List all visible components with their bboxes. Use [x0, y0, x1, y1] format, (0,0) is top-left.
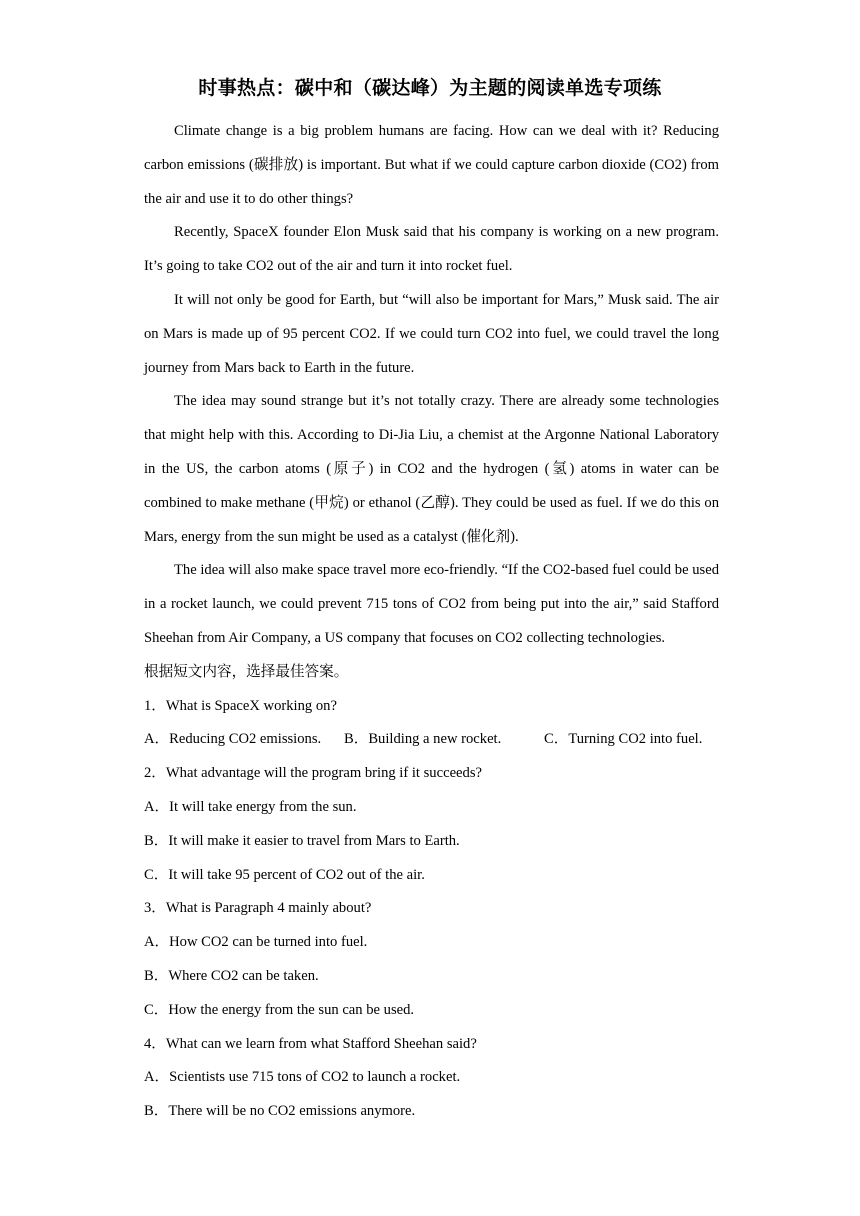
- question-4-option-b: B．There will be no CO2 emissions anymore.: [144, 1103, 416, 1120]
- question-2-option-a: A．It will take energy from the sun.: [144, 798, 357, 815]
- question-3-option-b: B．Where CO2 can be taken.: [144, 967, 319, 984]
- question-4-stem: 4．What can we learn from what Stafford Sheehan said?: [144, 1035, 477, 1052]
- question-1-option-b: B．Building a new rocket.: [344, 731, 502, 748]
- question-1-options: [144, 723, 719, 757]
- question-1-option-a: A．Reducing CO2 emissions.: [144, 731, 322, 748]
- question-2-option-c: C．It will take 95 percent of CO2 out of the air.: [144, 866, 425, 883]
- passage-paragraph-4: The idea may sound strange but it’s not totally crazy. There are already some technologies that might help with this. According to Di-Jia Liu, a chemist at the Argonne National Laboratory in the US, the carbon atoms (原子) in CO2 and the hydrogen (氢) atoms in water can be combined to make methane (甲烷) or ethanol (乙醇). They could be used as fuel. If we do this on Mars, energy from the sun might be used as a catalyst (催化剂).: [144, 393, 719, 545]
- question-3-stem: 3．What is Paragraph 4 mainly about?: [144, 900, 372, 917]
- document-title: 时事热点：碳中和（碳达峰）为主题的阅读单选专项练: [198, 77, 662, 99]
- question-2-stem: 2．What advantage will the program bring if it succeeds?: [144, 765, 482, 782]
- question-1-stem: 1．What is SpaceX working on?: [144, 697, 337, 714]
- question-2-option-b: B．It will make it easier to travel from Mars to Earth.: [144, 832, 460, 849]
- question-4-option-a: A．Scientists use 715 tons of CO2 to launch a rocket.: [144, 1069, 461, 1086]
- document-body: [144, 115, 719, 1129]
- passage-paragraph-3: It will not only be good for Earth, but “will also be important for Mars,” Musk said. The air on Mars is made up of 95 percent CO2. If we could turn CO2 into fuel, we could travel the long journey from Mars back to Earth in the future.: [144, 291, 719, 376]
- question-1-option-c: C．Turning CO2 into fuel.: [544, 731, 703, 748]
- question-3-option-a: A．How CO2 can be turned into fuel.: [144, 934, 368, 951]
- passage-paragraph-2: Recently, SpaceX founder Elon Musk said that his company is working on a new program. It’s going to take CO2 out of the air and turn it into rocket fuel.: [144, 224, 719, 275]
- passage-paragraph-5: The idea will also make space travel more eco-friendly. “If the CO2-based fuel could be used in a rocket launch, we could prevent 715 tons of CO2 from being put into the air,” said Stafford Sheehan from Air Company, a US company that focuses on CO2 collecting technologies.: [144, 562, 719, 646]
- instruction-text: 根据短文内容，选择最佳答案。: [144, 663, 349, 680]
- passage-paragraph-1: Climate change is a big problem humans are facing. How can we deal with it? Reducing carbon emissions (碳排放) is important. But what if we could capture carbon dioxide (CO2) from the air and use it to do other things?: [144, 123, 719, 207]
- question-3-option-c: C．How the energy from the sun can be used.: [144, 1001, 415, 1018]
